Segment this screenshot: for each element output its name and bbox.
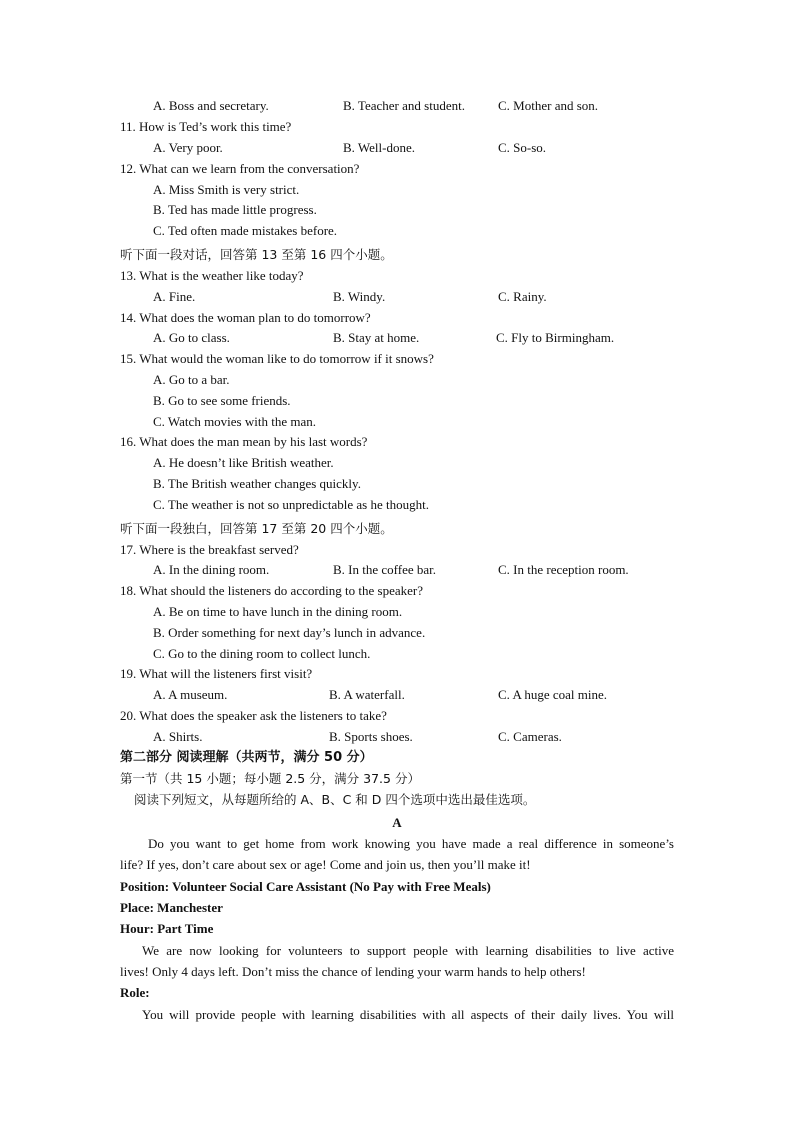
q18-option-b: B. Order something for next day’s lunch in advance. — [153, 625, 426, 640]
q14-option-c: C. Fly to Birmingham. — [496, 330, 615, 345]
q13-question: 13. What is the weather like today? — [120, 268, 304, 283]
q11-option-a: A. Very poor. — [153, 140, 223, 155]
q15-option-c: C. Watch movies with the man. — [153, 414, 316, 429]
q16-option-a: A. He doesn’t like British weather. — [153, 455, 334, 470]
passage-para2-line-1: We are now looking for volunteers to support people with learning disabilities to live active — [142, 943, 674, 958]
q11-option-c: C. So-so. — [498, 140, 547, 155]
q17-option-a: A. In the dining room. — [153, 562, 270, 577]
place-label: Place: Manchester — [120, 900, 223, 915]
q19-option-b: B. A waterfall. — [329, 687, 405, 702]
q11-option-b: B. Well-done. — [343, 140, 416, 155]
q15-option-a: A. Go to a bar. — [153, 372, 230, 387]
q18-option-c: C. Go to the dining room to collect lunch. — [153, 646, 371, 661]
q17-option-c: C. In the reception room. — [498, 562, 629, 577]
q17-option-b: B. In the coffee bar. — [333, 562, 436, 577]
passage-intro-line-1: Do you want to get home from work knowing you have made a real difference in someone’s — [148, 836, 674, 851]
section-heading-17-20: 听下面一段独白，回答第 17 至第 20 四个小题。 — [120, 521, 393, 536]
q15-option-b: B. Go to see some friends. — [153, 393, 291, 408]
part2-title: 第二部分 阅读理解（共两节，满分 50 分） — [120, 750, 373, 765]
section1-title: 第一节（共 15 小题；每小题 2.5 分，满分 37.5 分） — [120, 771, 420, 786]
passage-para2-line-2: lives! Only 4 days left. Don’t miss the chance of lending your warm hands to help others! — [120, 964, 586, 979]
q13-option-a: A. Fine. — [153, 289, 196, 304]
q18-question: 18. What should the listeners do according to the speaker? — [120, 583, 424, 598]
passage-letter: A — [392, 815, 402, 830]
q12-question: 12. What can we learn from the conversation? — [120, 161, 360, 176]
q11-question: 11. How is Ted’s work this time? — [120, 119, 292, 134]
q16-option-b: B. The British weather changes quickly. — [153, 476, 361, 491]
q20-question: 20. What does the speaker ask the listeners to take? — [120, 708, 387, 723]
passage-para3-line-1: You will provide people with learning disabilities with all aspects of their daily lives. You will — [142, 1007, 674, 1022]
q16-question: 16. What does the man mean by his last words? — [120, 434, 368, 449]
q18-option-a: A. Be on time to have lunch in the dining room. — [153, 604, 403, 619]
q14-question: 14. What does the woman plan to do tomorrow? — [120, 310, 371, 325]
section-heading-13-16: 听下面一段对话，回答第 13 至第 16 四个小题。 — [120, 247, 393, 262]
q19-option-a: A. A museum. — [153, 687, 228, 702]
q19-option-c: C. A huge coal mine. — [498, 687, 608, 702]
q12-option-c: C. Ted often made mistakes before. — [153, 223, 338, 238]
q15-question: 15. What would the woman like to do tomorrow if it snows? — [120, 351, 434, 366]
q12-option-a: A. Miss Smith is very strict. — [153, 182, 300, 197]
q19-question: 19. What will the listeners first visit? — [120, 666, 313, 681]
q20-option-a: A. Shirts. — [153, 729, 203, 744]
q20-option-b: B. Sports shoes. — [329, 729, 413, 744]
q14-option-a: A. Go to class. — [153, 330, 230, 345]
q14-option-b: B. Stay at home. — [333, 330, 420, 345]
q13-option-b: B. Windy. — [333, 289, 386, 304]
q10-option-a: A. Boss and secretary. — [153, 98, 269, 113]
position-label: Position: Volunteer Social Care Assistant (No Pay with Free Meals) — [120, 879, 491, 894]
hour-label: Hour: Part Time — [120, 921, 214, 936]
passage-intro-line-2: life? If yes, don’t care about sex or age! Come and join us, then you’ll make it! — [120, 857, 531, 872]
q20-option-c: C. Cameras. — [498, 729, 562, 744]
q10-option-c: C. Mother and son. — [498, 98, 599, 113]
q12-option-b: B. Ted has made little progress. — [153, 202, 317, 217]
q16-option-c: C. The weather is not so unpredictable as he thought. — [153, 497, 429, 512]
role-label: Role: — [120, 985, 150, 1000]
reading-instruction: 阅读下列短文，从每题所给的 A、B、C 和 D 四个选项中选出最佳选项。 — [134, 792, 536, 807]
q17-question: 17. Where is the breakfast served? — [120, 542, 299, 557]
q10-option-b: B. Teacher and student. — [343, 98, 465, 113]
q13-option-c: C. Rainy. — [498, 289, 547, 304]
